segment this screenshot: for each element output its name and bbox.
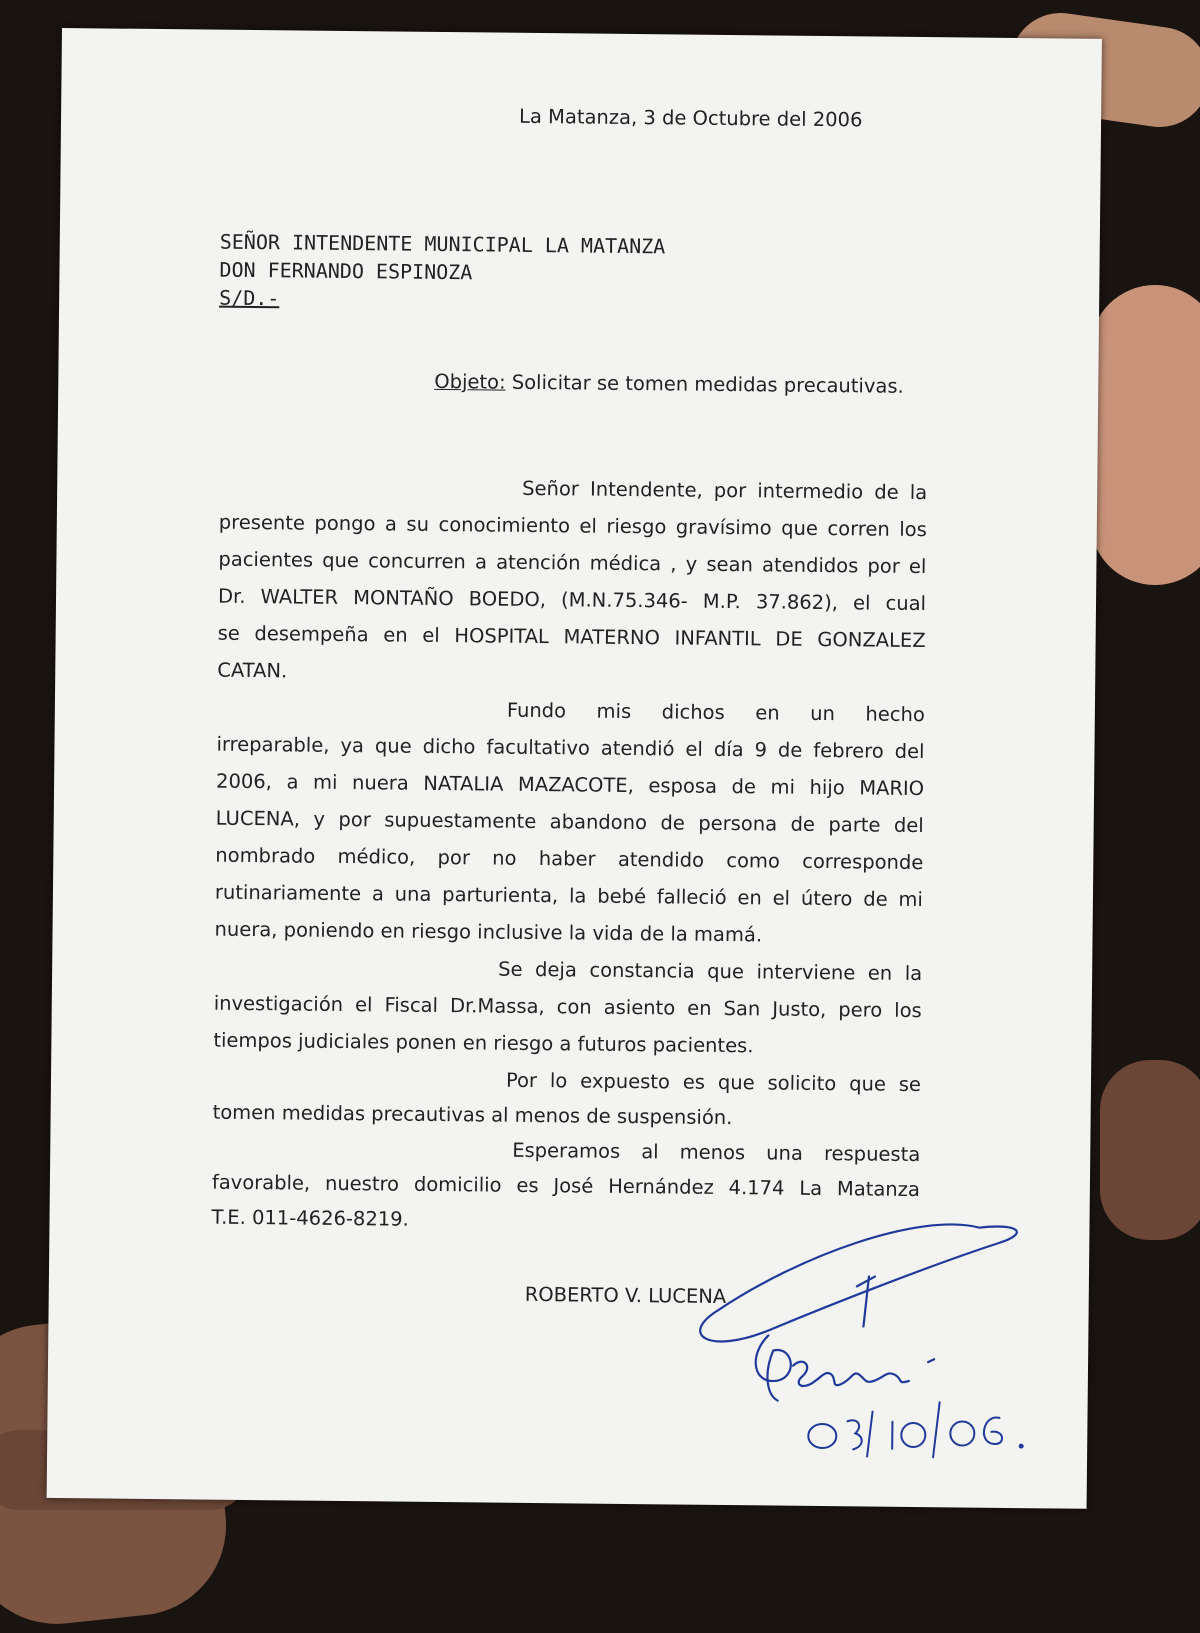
body-line: Por lo expuesto es que solicito que se xyxy=(505,1068,922,1097)
body-line: nuera, poniendo en riesgo inclusive la vida de la mamá. xyxy=(214,917,763,947)
body-line: nombrado médico, por no haber atendido como corresponde xyxy=(215,843,924,875)
body-line: rutinariamente a una parturienta, la bebé falleció en el útero de mi xyxy=(214,880,924,912)
body-line: presente pongo a su conocimiento el riesgo gravísimo que corren los xyxy=(218,510,927,542)
body-line: Dr. WALTER MONTAÑO BOEDO, (M.N.75.346- M.P. 37.862), el cual xyxy=(217,584,927,616)
body-line: Esperamos al menos una respuesta xyxy=(512,1138,921,1167)
date-line: La Matanza, 3 de Octubre del 2006 xyxy=(518,104,863,132)
hand-right-lower xyxy=(1100,1060,1200,1240)
addressee-line-3: S/D.- xyxy=(219,285,280,311)
body-line: CATAN. xyxy=(217,658,288,683)
body-line: irreparable, ya que dicho facultativo atendió el día 9 de febrero del xyxy=(216,732,925,764)
subject-line xyxy=(434,370,904,398)
letter-page xyxy=(47,28,1102,1509)
body-line: tomen medidas precautivas al menos de suspensión. xyxy=(212,1100,733,1130)
body-line: pacientes que concurren a atención médica , y sean atendidos por el xyxy=(218,547,927,579)
signer-name: ROBERTO V. LUCENA xyxy=(524,1282,727,1309)
body-line: investigación el Fiscal Dr.Massa, con asiento en San Justo, pero los xyxy=(213,991,922,1023)
body-line: LUCENA, y por supuestamente abandono de persona de parte del xyxy=(215,806,924,838)
body-line: favorable, nuestro domicilio es José Hernández 4.174 La Matanza xyxy=(211,1170,921,1202)
subject-label: Objeto: xyxy=(434,369,506,394)
subject-text: Solicitar se tomen medidas precautivas. xyxy=(511,370,904,398)
body-line: Se deja constancia que interviene en la xyxy=(498,957,923,986)
body-line: tiempos judiciales ponen en riesgo a futuros pacientes. xyxy=(213,1028,754,1058)
body-line: T.E. 011-4626-8219. xyxy=(211,1205,409,1231)
body-line: se desempeña en el HOSPITAL MATERNO INFANTIL DE GONZALEZ xyxy=(217,621,926,653)
body-line: 2006, a mi nuera NATALIA MAZACOTE, esposa de mi hijo MARIO xyxy=(216,769,925,801)
handwritten-signature xyxy=(677,1215,1100,1469)
hand-right xyxy=(1090,285,1200,585)
body-line: Fundo mis dichos en un hecho xyxy=(506,698,925,727)
addressee-line-1: SEÑOR INTENDENTE MUNICIPAL LA MATANZA xyxy=(219,229,666,259)
addressee-line-2: DON FERNANDO ESPINOZA xyxy=(219,257,473,285)
body-line: Señor Intendente, por intermedio de la xyxy=(522,476,928,505)
